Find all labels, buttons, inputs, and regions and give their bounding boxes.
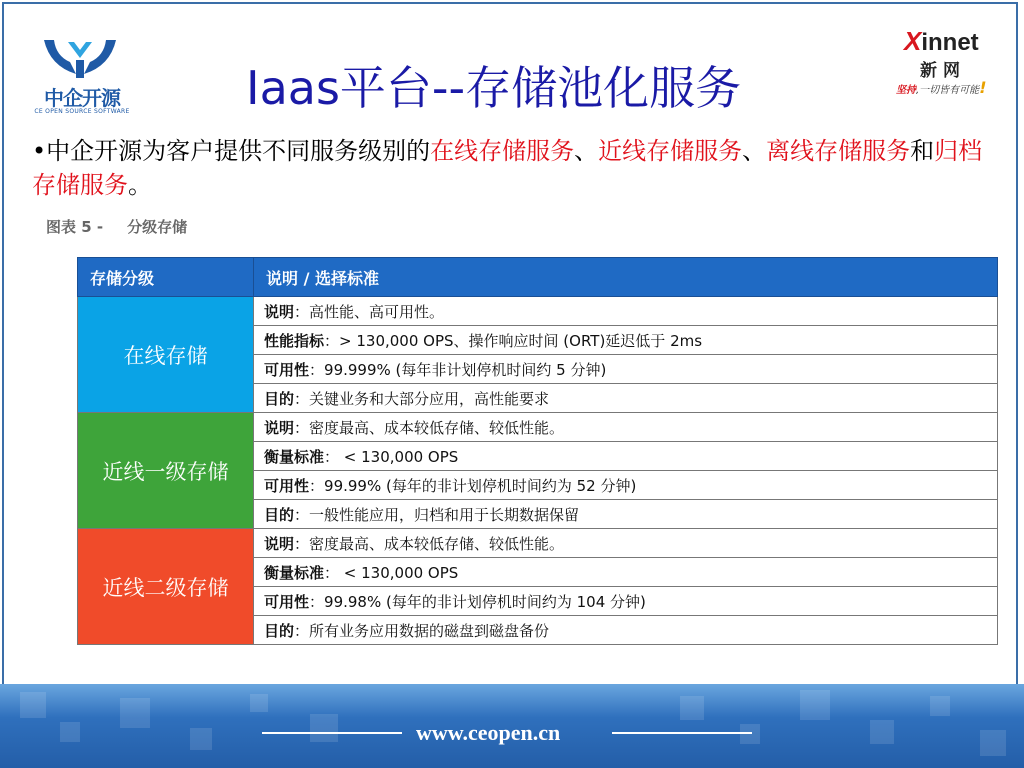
footer-line-right [612, 732, 752, 734]
cell-value: 高性能、高可用性。 [309, 302, 445, 321]
ceopen-logo-name: 中企开源 [44, 86, 120, 110]
footer-url: www.ceopen.cn [416, 720, 561, 745]
bullet-end: 。 [128, 171, 152, 199]
storage-tier-table [77, 257, 998, 645]
ceopen-logo-mark-icon [40, 36, 120, 80]
figure-label: 图表 5 - [46, 218, 104, 236]
tier-nearline-2: 近线二级存储 [78, 529, 254, 645]
xinnet-slogan-excl: ! [979, 78, 987, 97]
table-row [78, 297, 998, 326]
cell-key: 可用性 [264, 476, 310, 495]
tier-online: 在线存储 [78, 297, 254, 413]
xinnet-cn-name: 新网 [920, 61, 966, 81]
xinnet-logo [896, 26, 1002, 100]
bullet-offline-service: 离线存储服务 [766, 137, 911, 165]
table-cell: 可用性：99.99% (每年的非计划停机时间约为 52 分钟) [254, 471, 998, 500]
bullet-nearline-service: 近线存储服务 [598, 137, 743, 165]
table-cell: 可用性：99.999% (每年非计划停机时间约 5 分钟) [254, 355, 998, 384]
xinnet-slogan-a: 坚持 [896, 85, 916, 96]
cell-value: 密度最高、成本较低存储、较低性能。 [309, 418, 565, 437]
xinnet-slogan [896, 78, 986, 97]
ceopen-logo [30, 32, 130, 122]
xinnet-slogan-b: ,一切皆有可能 [916, 85, 980, 96]
tier-nearline-1: 近线一级存储 [78, 413, 254, 529]
cell-value: > 130,000 OPS、操作响应时间 (ORT)延迟低于 2ms [339, 331, 703, 350]
header-description: 说明 / 选择标准 [254, 258, 998, 297]
ceopen-logo-subtitle: CE OPEN SOURCE SOFTWARE [34, 108, 130, 115]
table-cell: 说明：高性能、高可用性。 [254, 297, 998, 326]
bullet-sep2: 、 [742, 137, 767, 165]
table-cell: 目的：所有业务应用数据的磁盘到磁盘备份 [254, 616, 998, 645]
cell-key: 可用性 [264, 592, 310, 611]
figure-caption-text: 分级存储 [127, 218, 188, 236]
xinnet-brand-rest: innet [921, 29, 979, 56]
table-cell: 衡量标准： < 130,000 OPS [254, 442, 998, 471]
bullet-online-service: 在线存储服务 [430, 137, 575, 165]
xinnet-brand [904, 26, 979, 57]
cell-value: < 130,000 OPS [339, 563, 459, 582]
bullet-pre: 中企开源为客户提供不同服务级别的 [46, 137, 431, 165]
bullet-marker: • [32, 137, 47, 165]
figure-caption [46, 216, 187, 237]
table-row [78, 413, 998, 442]
cell-key: 目的 [264, 621, 295, 640]
table-header-row [78, 258, 998, 297]
cell-value: 99.99% (每年的非计划停机时间约为 52 分钟) [324, 476, 637, 495]
cell-value: 关键业务和大部分应用，高性能要求 [309, 389, 550, 408]
cell-value: < 130,000 OPS [339, 447, 459, 466]
cell-key: 衡量标准 [264, 563, 325, 582]
footer-banner [0, 684, 1024, 768]
table-cell: 说明：密度最高、成本较低存储、较低性能。 [254, 413, 998, 442]
cell-key: 说明 [264, 302, 295, 321]
cell-value: 99.999% (每年非计划停机时间约 5 分钟) [324, 360, 607, 379]
cell-key: 目的 [264, 389, 295, 408]
cell-value: 99.98% (每年的非计划停机时间约为 104 分钟) [324, 592, 646, 611]
footer-line-left [262, 732, 402, 734]
cell-value: 密度最高、成本较低存储、较低性能。 [309, 534, 565, 553]
cell-key: 说明 [264, 534, 295, 553]
cell-key: 可用性 [264, 360, 310, 379]
table-cell: 可用性：99.98% (每年的非计划停机时间约为 104 分钟) [254, 587, 998, 616]
xinnet-brand-x: X [904, 26, 922, 56]
bullet-sep1: 、 [574, 137, 599, 165]
cell-key: 目的 [264, 505, 295, 524]
table-row [78, 529, 998, 558]
table-cell: 说明：密度最高、成本较低存储、较低性能。 [254, 529, 998, 558]
table-cell: 目的：关键业务和大部分应用，高性能要求 [254, 384, 998, 413]
bullet-archive-service: 归档存储服务 [32, 137, 983, 199]
table-cell: 衡量标准： < 130,000 OPS [254, 558, 998, 587]
page-title: Iaas平台--存储池化服务 [246, 61, 742, 115]
cell-value: 一般性能应用，归档和用于长期数据保留 [309, 505, 580, 524]
cell-key: 衡量标准 [264, 447, 325, 466]
bullet-and: 和 [910, 137, 935, 165]
table-cell: 性能指标：> 130,000 OPS、操作响应时间 (ORT)延迟低于 2ms [254, 326, 998, 355]
cell-key: 说明 [264, 418, 295, 437]
cell-key: 性能指标 [264, 331, 325, 350]
table-cell: 目的：一般性能应用，归档和用于长期数据保留 [254, 500, 998, 529]
cell-value: 所有业务应用数据的磁盘到磁盘备份 [309, 621, 550, 640]
header-tier: 存储分级 [78, 258, 254, 297]
bullet-text [32, 134, 992, 202]
